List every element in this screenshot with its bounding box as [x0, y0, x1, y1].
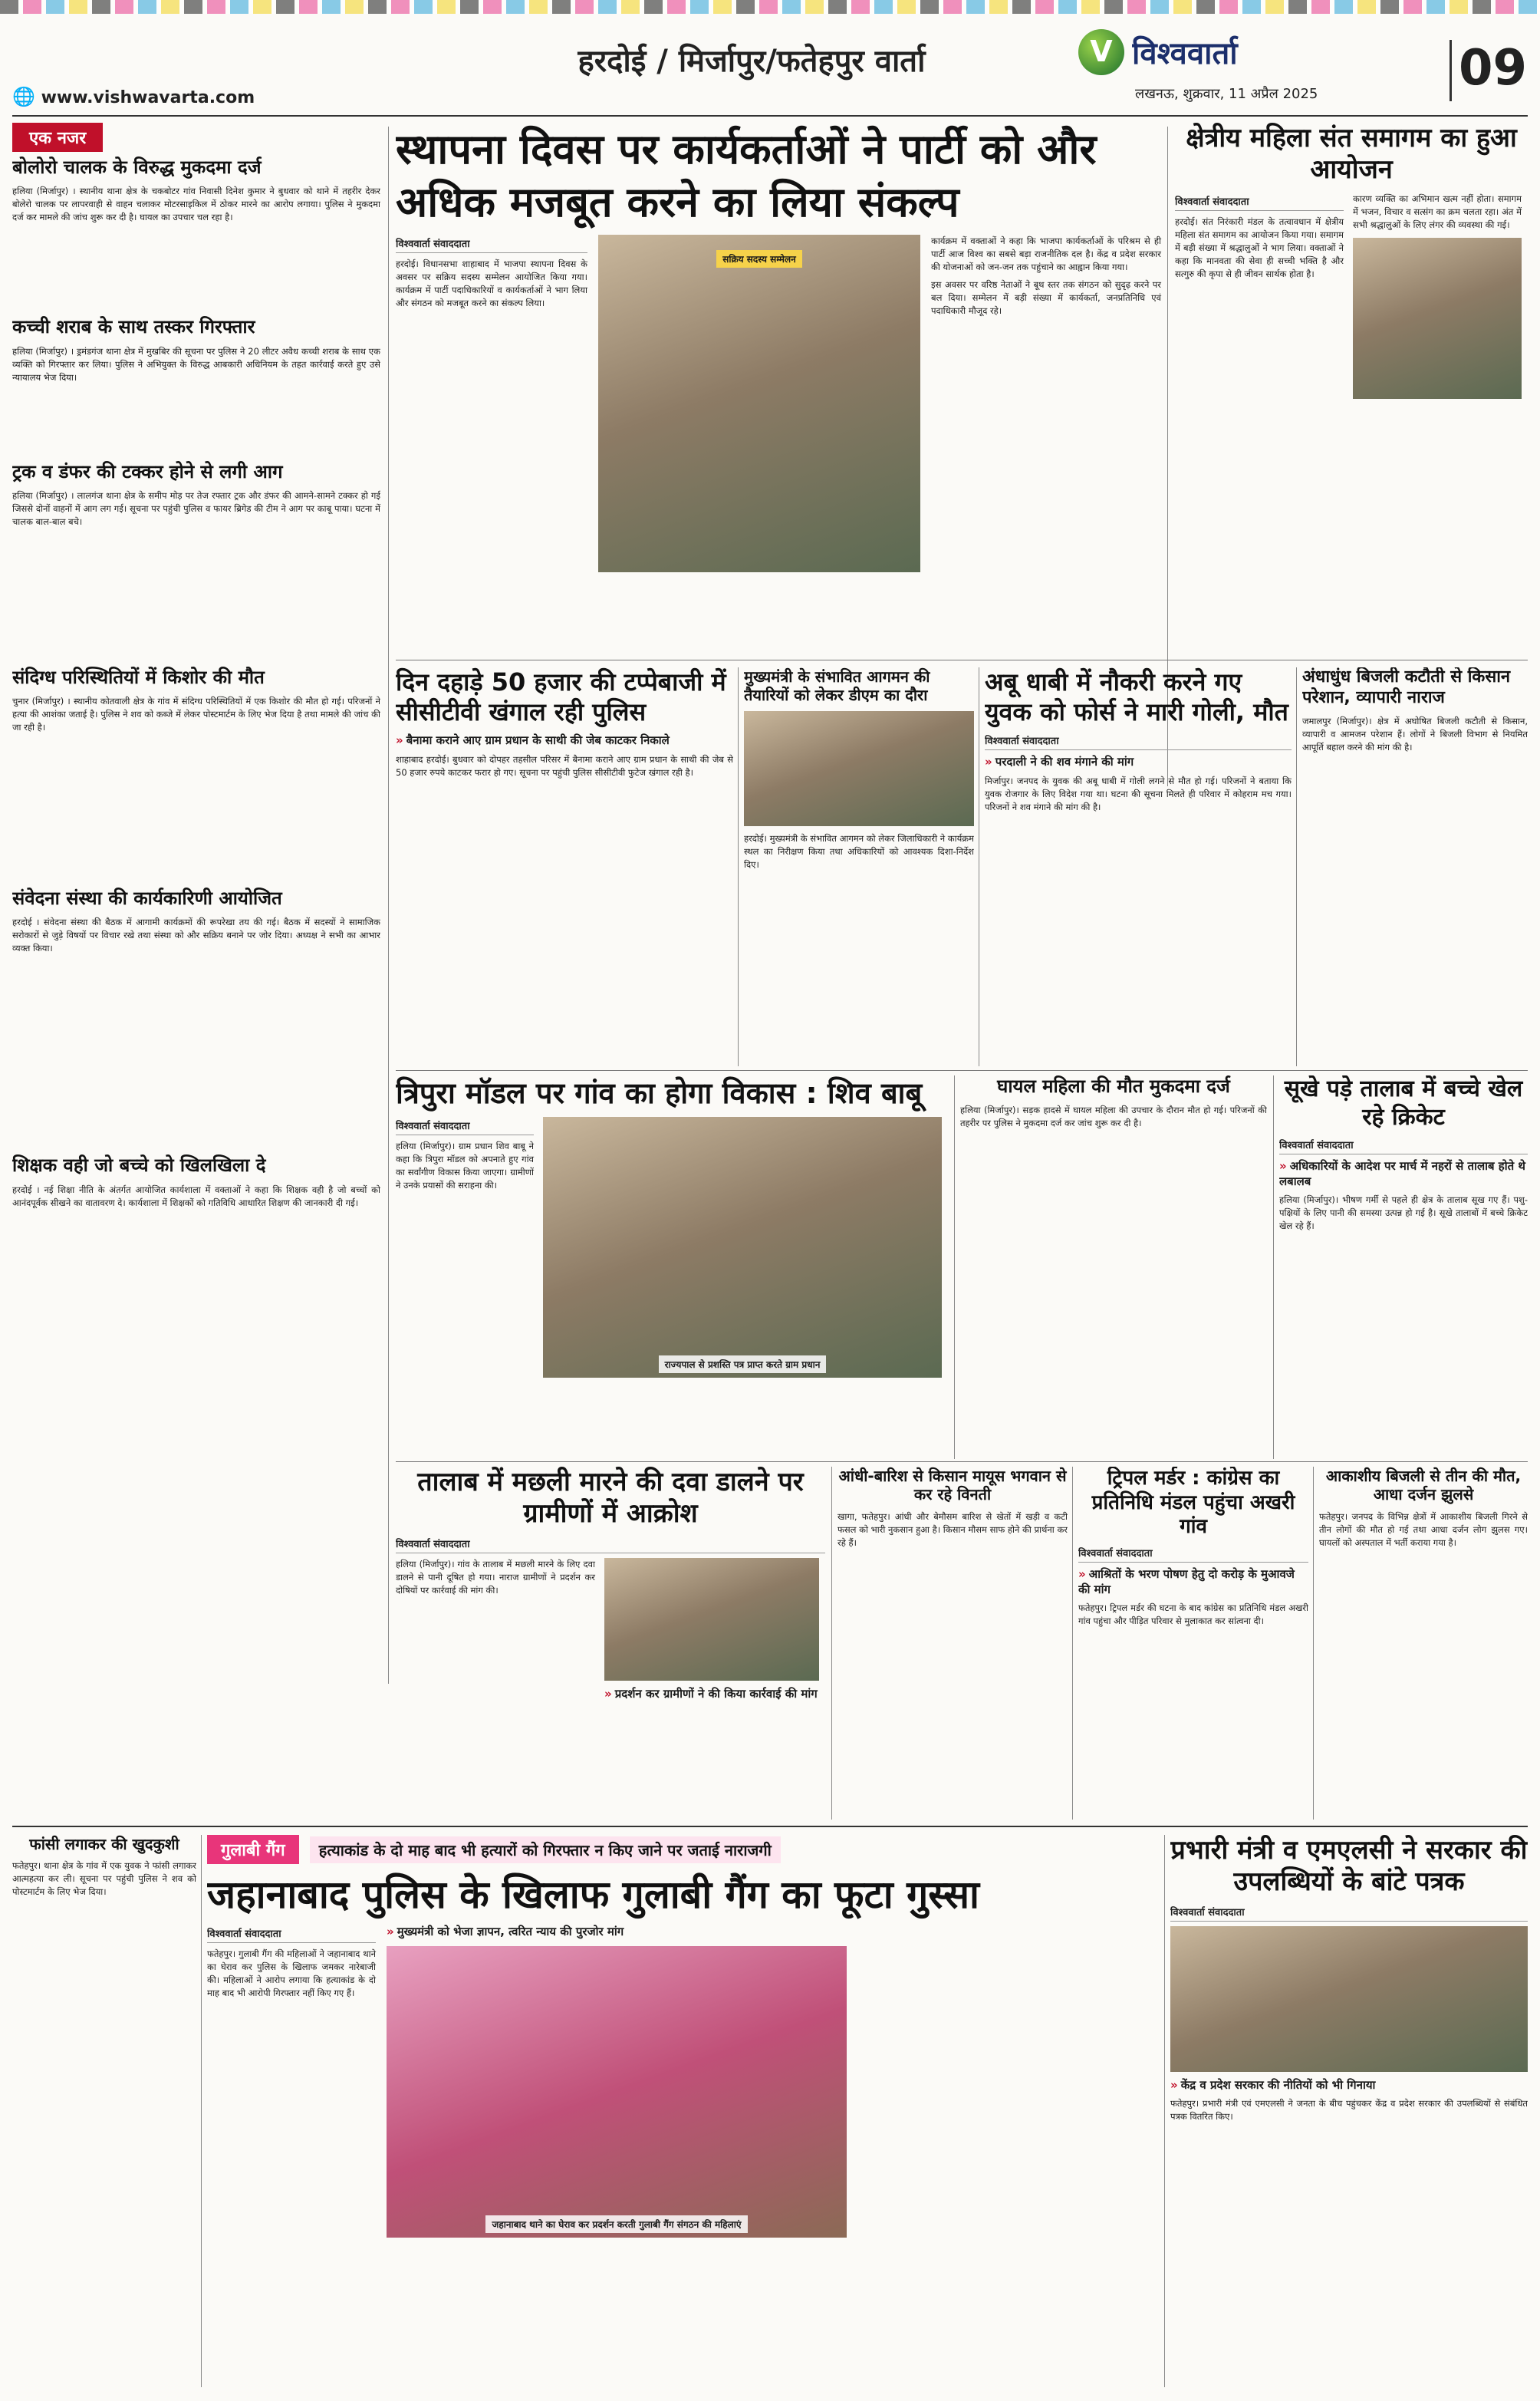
- sidebar-item: [12, 156, 380, 224]
- fish-pull-text: प्रदर्शन कर ग्रामीणों ने की किया कार्रवाई की मांग: [614, 1686, 818, 1701]
- color-registration-strip: [0, 0, 1540, 14]
- masthead-rule: [12, 115, 1528, 117]
- fish-photo: [604, 1558, 819, 1681]
- abudhabi-pull-text: परदाली ने की शव मंगाने की मांग: [995, 755, 1134, 769]
- sidebar-item: [12, 667, 380, 734]
- women-saint-text2: कारण व्यक्ति का अभिमान खत्म नहीं होता। समागम में भजन, विचार व सत्संग का क्रम चलता रहा। अंत में सभी श्रद्धालुओं के लिए लंगर की व्यवस्था की गई।: [1353, 193, 1522, 230]
- divider: [738, 667, 739, 1066]
- lead-byline: विश्ववार्ता संवाददाता: [396, 236, 587, 253]
- pond-pullquote: [1279, 1159, 1528, 1189]
- abudhabi-text: मिर्जापुर। जनपद के युवक की अबू धाबी में गोली लगने से मौत हो गई। परिजनों ने बताया कि युवक रोजगार के लिए विदेश गया था। घटना की सूचना मिलते ही परिवार में कोहराम मच गया। परिजनों ने शव मंगाने की मांग की है।: [985, 775, 1292, 812]
- women-saint-photo: [1353, 238, 1522, 399]
- triple-story: [1078, 1467, 1308, 1820]
- abudhabi-story: [985, 667, 1292, 1066]
- cctv-pullquote: [396, 733, 733, 749]
- lead-col1: हरदोई। विधानसभा शाहाबाद में भाजपा स्थापना दिवस के अवसर पर सक्रिय सदस्य सम्मेलन आयोजित किया गया। कार्यक्रम में पार्टी पदाधिकारियों व कार्यकर्ताओं ने भाग लिया और संगठन को मजबूत करने का संकल्प लिया।: [396, 259, 587, 309]
- tripura-photo-caption: राज्यपाल से प्रशस्ति पत्र प्राप्त करते ग्राम प्रधान: [659, 1355, 827, 1373]
- pond-pull-text: अधिकारियों के आदेश पर मार्च में नहरों से तालाब होते थे लबालब: [1279, 1159, 1526, 1188]
- triple-pullquote: [1078, 1567, 1308, 1597]
- electricity-text: जमालपुर (मिर्जापुर)। क्षेत्र में अघोषित बिजली कटौती से किसान, व्यापारी व आमजन परेशान हैं। लोगों ने बिजली विभाग से नियमित आपूर्ति बहाल करने की मांग की है।: [1302, 715, 1528, 753]
- fish-byline: विश्ववार्ता संवाददाता: [396, 1536, 825, 1553]
- arrow-icon: »: [1279, 1159, 1287, 1174]
- pond-headline: सूखे पड़े तालाब में बच्चे खेल रहे क्रिकेट: [1284, 1075, 1523, 1131]
- divider: [1296, 667, 1297, 1066]
- sidebar-text: हलिया (मिर्जापुर) । ड्रमंडगंज थाना क्षेत्र में मुखबिर की सूचना पर पुलिस ने 20 लीटर अवैध कच्ची शराब के साथ एक व्यक्ति को गिरफ्तार कर लिया। पुलिस ने अभियुक्त के विरुद्ध आबकारी अधिनियम के तहत कार्रवाई करते हुए उसे न्यायालय भेज दिया।: [12, 345, 380, 383]
- divider: [954, 1075, 955, 1459]
- gulabi-text: फतेहपुर। गुलाबी गैंग की महिलाओं ने जहानाबाद थाने का घेराव कर पुलिस के खिलाफ जमकर नारेबाजी की। महिलाओं ने आरोप लगाया कि हत्याकांड के दो माह बाद भी आरोपी गिरफ्तार नहीं किए गए हैं।: [207, 1948, 376, 1998]
- site-link-row[interactable]: [12, 86, 319, 107]
- gulabi-pull-text: मुख्यमंत्री को भेजा ज्ञापन, त्वरित न्याय की पुरजोर मांग: [397, 1925, 624, 1938]
- sidebar-label: एक नजर: [12, 123, 103, 152]
- electricity-headline: अंधाधुंध बिजली कटौती से किसान परेशान, व्यापारी नाराज: [1302, 667, 1511, 707]
- tripura-byline: विश्ववार्ता संवाददाता: [396, 1118, 534, 1135]
- gulabi-photo: [387, 1946, 847, 2238]
- lightning-text: फतेहपुर। जनपद के विभिन्न क्षेत्रों में आकाशीय बिजली गिरने से तीन लोगों की मौत हो गई तथा आधा दर्जन लोग झुलस गए। घायलों को अस्पताल में भर्ती कराया गया है।: [1319, 1510, 1528, 1548]
- arrow-icon: »: [1078, 1567, 1086, 1582]
- page-number: 09: [1450, 40, 1534, 101]
- lead-photo: [598, 235, 920, 572]
- abudhabi-pullquote: [985, 755, 1292, 770]
- sidebar-ek-nazar: [12, 123, 380, 1688]
- triple-pull-text: आश्रितों के भरण पोषण हेतु दो करोड़ के मुआवजे की मांग: [1078, 1567, 1295, 1596]
- lightning-story: [1319, 1467, 1528, 1820]
- sidebar-headline: बोलोरो चालक के विरुद्ध मुकदमा दर्ज: [12, 156, 262, 178]
- sidebar-divider: [388, 127, 389, 1684]
- gulabi-headline: जहानाबाद पुलिस के खिलाफ गुलाबी गैंग का फूटा गुस्सा: [207, 1872, 980, 1917]
- minister-byline: विश्ववार्ता संवाददाता: [1170, 1905, 1528, 1922]
- sidebar-text: हरदोई । नई शिक्षा नीति के अंतर्गत आयोजित कार्यशाला में वक्ताओं ने कहा कि शिक्षक वही है जो बच्चों को आनंदपूर्वक सीखने का वातावरण दे। कार्यशाला में शिक्षकों को गतिविधि आधारित शिक्षण की जानकारी दी गई।: [12, 1184, 380, 1208]
- women-saint-headline: क्षेत्रीय महिला संत समागम का हुआ आयोजन: [1186, 123, 1517, 186]
- arrow-icon: »: [985, 755, 992, 769]
- divider: [1273, 1075, 1274, 1459]
- gulabi-pullquote: [387, 1925, 847, 1940]
- sidebar-headline: संदिग्ध परिस्थितियों में किशोर की मौत: [12, 666, 265, 688]
- divider: [1072, 1467, 1073, 1820]
- fish-pullquote: [604, 1687, 819, 1702]
- minister-photo: [1170, 1926, 1528, 2072]
- injured-headline: घायल महिला की मौत मुकदमा दर्ज: [997, 1075, 1230, 1097]
- brand-name: विश्ववार्ता: [1132, 36, 1238, 71]
- gulabi-tag: गुलाबी गैंग: [207, 1835, 299, 1864]
- sidebar-headline: कच्ची शराब के साथ तस्कर गिरफ्तार: [12, 316, 255, 338]
- dateline: लखनऊ, शुक्रवार, 11 अप्रैल 2025: [1135, 86, 1318, 102]
- divider: [1313, 1467, 1314, 1820]
- sidebar-text: चुनार (मिर्जापुर) । स्थानीय कोतवाली क्षेत्र के गांव में संदिग्ध परिस्थितियों में एक किशोर की मौत हो गई। परिजनों ने हत्या की आशंका जताई है। पुलिस ने शव को कब्जे में लेकर पोस्टमार्टम के लिए भेज दिया है तथा मामले की जांच की जा रही है।: [12, 696, 380, 733]
- lead-col2: कार्यक्रम में वक्ताओं ने कहा कि भाजपा कार्यकर्ताओं के परिश्रम से ही पार्टी आज विश्व का सबसे बड़ा राजनीतिक दल है। केंद्र व प्रदेश सरकार की योजनाओं को जन-जन तक पहुंचाने का आह्वान किया गया।: [931, 235, 1161, 273]
- lead-headline: स्थापना दिवस पर कार्यकर्ताओं ने पार्टी को और अधिक मजबूत करने का लिया संकल्प: [396, 125, 1097, 227]
- cctv-pull-text: बैनामा कराने आए ग्राम प्रधान के साथी की जेब काटकर निकाले: [406, 733, 670, 748]
- fish-text: हलिया (मिर्जापुर)। गांव के तालाब में मछली मारने के लिए दवा डालने से पानी दूषित हो गया। नाराज ग्रामीणों ने प्रदर्शन कर दोषियों पर कार्रवाई की मांग की।: [396, 1558, 595, 1596]
- storm-story: [837, 1467, 1068, 1820]
- triple-byline: विश्ववार्ता संवाददाता: [1078, 1546, 1308, 1563]
- arrow-icon: »: [387, 1925, 394, 1938]
- brand-logo: V: [1078, 29, 1124, 75]
- sidebar-headline: ट्रक व डंफर की टक्कर होने से लगी आग: [12, 460, 283, 483]
- injured-story: [960, 1075, 1267, 1459]
- divider: [1164, 1835, 1165, 2387]
- section-rule: [12, 1826, 1528, 1827]
- minister-headline: प्रभारी मंत्री व एमएलसी ने सरकार की उपलब्धियों के बांटे पत्रक: [1170, 1835, 1528, 1898]
- gulabi-story: [207, 1835, 1158, 2387]
- storm-headline: आंधी-बारिश से किसान मायूस भगवान से कर रहे विनती: [838, 1467, 1067, 1504]
- lead-story: [396, 123, 1163, 752]
- section-title: हरदोई / मिर्जापुर/फतेहपुर वार्ता: [578, 44, 926, 79]
- minister-pull-text: केंद्र व प्रदेश सरकार की नीतियों को भी गिनाया: [1180, 2077, 1376, 2092]
- masthead: [0, 0, 1540, 107]
- globe-icon: 🌐: [12, 86, 35, 107]
- cctv-headline: दिन दहाड़े 50 हजार की टप्पेबाजी में सीसीटीवी खंगाल रही पुलिस: [396, 667, 726, 727]
- triple-headline: ट्रिपल मर्डर : कांग्रेस का प्रतिनिधि मंडल पहुंचा अखरी गांव: [1091, 1467, 1295, 1539]
- women-saint-byline: विश्ववार्ता संवाददाता: [1175, 194, 1344, 211]
- tripura-photo: [543, 1117, 942, 1378]
- arrow-icon: »: [1170, 2077, 1178, 2092]
- pond-text: हलिया (मिर्जापुर)। भीषण गर्मी से पहले ही क्षेत्र के तालाब सूख गए हैं। पशु-पक्षियों के लिए पानी की समस्या उत्पन्न हो गई है। सूखे तालाबों में बच्चे क्रिकेट खेल रहे हैं।: [1279, 1194, 1528, 1232]
- suicide-text: फतेहपुर। थाना क्षेत्र के गांव में एक युवक ने फांसी लगाकर आत्महत्या कर ली। सूचना पर पहुंची पुलिस ने शव को पोस्टमार्टम के लिए भेज दिया।: [12, 1860, 196, 1898]
- abudhabi-headline: अबू धाबी में नौकरी करने गए युवक को फोर्स ने मारी गोली, मौत: [985, 667, 1288, 727]
- fish-story: [396, 1467, 825, 1820]
- website-url[interactable]: www.vishwavarta.com: [41, 88, 255, 107]
- fish-headline: तालाब में मछली मारने की दवा डालने पर ग्रामीणों में आक्रोश: [417, 1467, 804, 1530]
- gulabi-photo-caption: जहानाबाद थाने का घेराव कर प्रदर्शन करती गुलाबी गैंग संगठन की महिलाएं: [485, 2215, 747, 2233]
- lead-col3: इस अवसर पर वरिष्ठ नेताओं ने बूथ स्तर तक संगठन को सुदृढ़ करने पर बल दिया। सम्मेलन में बड़ी संख्या में कार्यकर्ता, जनप्रतिनिधि एवं पदाधिकारी मौजूद रहे।: [931, 279, 1161, 317]
- arrow-icon: »: [396, 733, 403, 748]
- tripura-story: [396, 1075, 948, 1459]
- minister-pullquote: [1170, 2078, 1528, 2093]
- gulabi-byline: विश्ववार्ता संवाददाता: [207, 1926, 376, 1943]
- lightning-headline: आकाशीय बिजली से तीन की मौत, आधा दर्जन झुलसे: [1325, 1467, 1522, 1504]
- sidebar-text: हरदोई । संवेदना संस्था की बैठक में आगामी कार्यक्रमों की रूपरेखा तय की गई। बैठक में सदस्यों ने सामाजिक सरोकारों से जुड़े विषयों पर विचार रखे तथा संस्था को और सक्रिय बनाने पर जोर दिया। अध्यक्ष ने सभी का आभार व्यक्त किया।: [12, 917, 380, 954]
- abudhabi-byline: विश्ववार्ता संवाददाता: [985, 733, 1292, 750]
- triple-text: फतेहपुर। ट्रिपल मर्डर की घटना के बाद कांग्रेस का प्रतिनिधि मंडल अखरी गांव पहुंचा और पीड़ित परिवार से मुलाकात कर सांत्वना दी।: [1078, 1602, 1308, 1627]
- divider: [831, 1467, 832, 1820]
- cm-headline: मुख्यमंत्री के संभावित आगमन की तैयारियों को लेकर डीएम का दौरा: [744, 667, 930, 705]
- suicide-story: [12, 1835, 196, 2387]
- pond-story: [1279, 1075, 1528, 1459]
- cm-story: [744, 667, 974, 1066]
- sidebar-text: हलिया (मिर्जापुर) । स्थानीय थाना क्षेत्र के चकबोटर गांव निवासी दिनेश कुमार ने बुधवार को थाने में तहरीर देकर बोलेरो चालक पर लापरवाही से वाहन चलाकर मोटरसाइकिल में ठोकर मारने का आरोप लगाया। पुलिस ने मुकदमा दर्ज कर मामले की जांच शुरू कर दी है। घायल का उपचार चल रहा है।: [12, 186, 380, 223]
- cm-text: हरदोई। मुख्यमंत्री के संभावित आगमन को लेकर जिलाधिकारी ने कार्यक्रम स्थल का निरीक्षण किया तथा अधिकारियों को आवश्यक दिशा-निर्देश दिए।: [744, 832, 974, 870]
- women-saint-story: [1175, 123, 1528, 660]
- sidebar-headline: संवेदना संस्था की कार्यकारिणी आयोजित: [12, 888, 282, 910]
- tripura-headline: त्रिपुरा मॉडल पर गांव का होगा विकास : शिव बाबू: [396, 1076, 923, 1110]
- tripura-text: हलिया (मिर्जापुर)। ग्राम प्रधान शिव बाबू ने कहा कि त्रिपुरा मॉडल को अपनाते हुए गांव का सर्वांगीण विकास किया जाएगा। ग्रामीणों ने उनके प्रयासों की सराहना की।: [396, 1141, 534, 1191]
- sidebar-text: हलिया (मिर्जापुर) । लालगंज थाना क्षेत्र के समीप मोड़ पर तेज रफ्तार ट्रक और डंफर की आमने-सामने टक्कर हो गई जिससे दोनों वाहनों में आग लग गई। सूचना पर पहुंची पुलिस व फायर ब्रिगेड की टीम ने आग पर काबू पाया। घटना में चालक बाल-बाल बचे।: [12, 489, 380, 527]
- cm-photo: [744, 711, 974, 826]
- sidebar-item: [12, 1154, 380, 1209]
- arrow-icon: »: [604, 1686, 612, 1701]
- injured-text: हलिया (मिर्जापुर)। सड़क हादसे में घायल महिला की उपचार के दौरान मौत हो गई। परिजनों की तहरीर पर पुलिस ने मुकदमा दर्ज कर जांच शुरू कर दी है।: [960, 1105, 1267, 1129]
- sidebar-headline: शिक्षक वही जो बच्चे को खिलखिला दे: [12, 1154, 266, 1177]
- row-rule: [396, 1070, 1528, 1071]
- sidebar-item: [12, 316, 380, 384]
- sidebar-item: [12, 461, 380, 529]
- sidebar-item: [12, 888, 380, 955]
- suicide-headline: फांसी लगाकर की खुदकुशी: [29, 1835, 179, 1853]
- cctv-story: [396, 667, 733, 1066]
- divider: [201, 1835, 202, 2387]
- minister-text: फतेहपुर। प्रभारी मंत्री एवं एमएलसी ने जनता के बीच पहुंचकर केंद्र व प्रदेश सरकार की उपलब्धियों से संबंधित पत्रक वितरित किए।: [1170, 2098, 1528, 2123]
- row-rule: [396, 1461, 1528, 1462]
- gulabi-kicker: हत्याकांड के दो माह बाद भी हत्यारों को गिरफ्तार न किए जाने पर जताई नाराजगी: [310, 1836, 781, 1863]
- storm-text: खागा, फतेहपुर। आंधी और बेमौसम बारिश से खेतों में खड़ी व कटी फसल को भारी नुकसान हुआ है। किसान मौसम साफ होने की प्रार्थना कर रहे हैं।: [837, 1510, 1068, 1548]
- women-saint-text: हरदोई। संत निरंकारी मंडल के तत्वावधान में क्षेत्रीय महिला संत समागम का आयोजन किया गया। समागम में बड़ी संख्या में श्रद्धालुओं ने भाग लिया। वक्ताओं ने कहा कि मानवता की सेवा ही सच्ची भक्ति है और सत्गुरु की कृपा से ही जीवन सार्थक होता है।: [1175, 216, 1344, 279]
- minister-story: [1170, 1835, 1528, 2387]
- electricity-story: [1302, 667, 1528, 1066]
- lead-photo-banner: सक्रिय सदस्य सम्मेलन: [716, 250, 802, 268]
- cctv-text: शाहाबाद हरदोई। बुधवार को दोपहर तहसील परिसर में बैनामा कराने आए ग्राम प्रधान के साथी की जेब से 50 हजार रुपये काटकर फरार हो गए। सूचना पर पहुंची पुलिस सीसीटीवी फुटेज खंगाल रही है।: [396, 753, 733, 778]
- pond-byline: विश्ववार्ता संवाददाता: [1279, 1138, 1528, 1154]
